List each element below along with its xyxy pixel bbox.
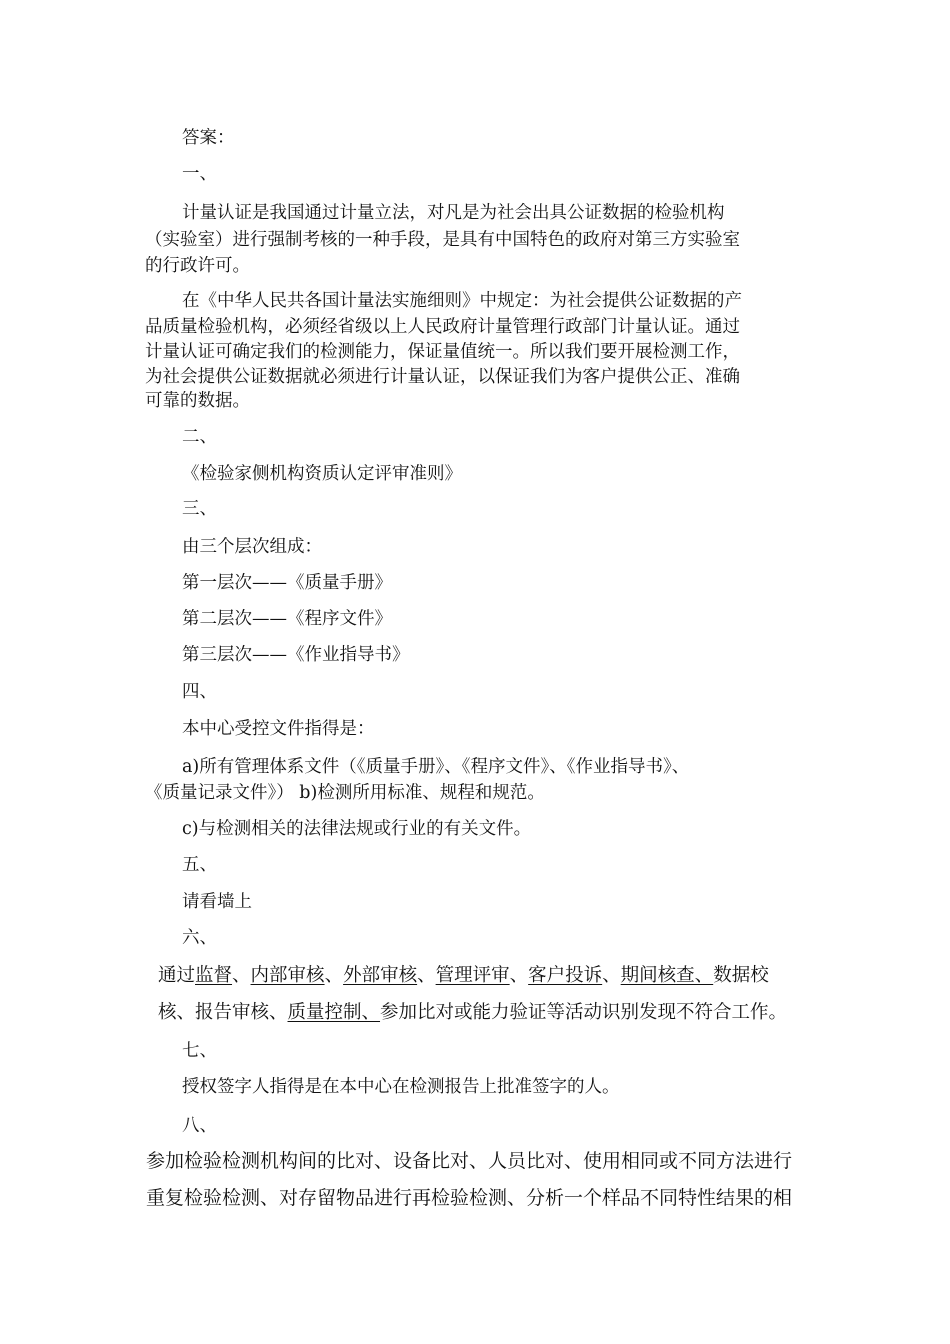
section-4-intro: 本中心受控文件指得是： — [182, 719, 375, 739]
underlined-term: 管理评审 — [435, 965, 510, 986]
section-3-level: 第二层次——《程序文件》 — [182, 609, 392, 629]
section-1-para-1-line: 计量认证是我国通过计量立法，对凡是为社会出具公证数据的检验机构 — [182, 203, 725, 223]
text-run: 参加比对或能力验证等活动识别发现不符合工作。 — [380, 1002, 788, 1023]
text-run: 、 — [324, 965, 344, 986]
section-4-item-c: c)与检测相关的法律法规或行业的有关文件。 — [182, 819, 532, 839]
section-8-number: 八、 — [182, 1116, 217, 1136]
underlined-term: 客户投诉 — [528, 965, 603, 986]
section-5-number: 五、 — [182, 855, 217, 875]
section-7-text: 授权签字人指得是在本中心在检测报告上批准签字的人。 — [182, 1077, 620, 1097]
section-3-intro: 由三个层次组成： — [182, 537, 322, 557]
section-4-item-a-line: 《质量记录文件》） b)检测所用标准、规程和规范。 — [145, 783, 545, 803]
answer-heading: 答案： — [182, 128, 235, 148]
underlined-term: 期间核查、 — [620, 965, 714, 986]
section-8-line: 重复检验检测、对存留物品进行再检验检测、分析一个样品不同特性结果的相 — [146, 1187, 793, 1209]
section-4-number: 四、 — [182, 682, 217, 702]
underlined-term: 外部审核 — [343, 965, 418, 986]
section-3-number: 三、 — [182, 499, 217, 519]
text-run: 、 — [602, 965, 621, 986]
text-run: 核、报告审核、 — [158, 1002, 288, 1023]
section-1-number: 一、 — [182, 164, 217, 184]
underlined-term: 内部审核 — [250, 965, 325, 986]
text-run: 数据校 — [713, 965, 769, 986]
section-8-line: 参加检验检测机构间的比对、设备比对、人员比对、使用相同或不同方法进行 — [146, 1150, 793, 1172]
section-1-para-2-line: 在《中华人民共各国计量法实施细则》中规定：为社会提供公证数据的产 — [182, 291, 742, 311]
section-4-item-a-line: a)所有管理体系文件（《质量手册》、《程序文件》、《作业指导书》、 — [182, 757, 690, 777]
section-1-para-1-line: （实验室）进行强制考核的一种手段，是具有中国特色的政府对第三方实验室 — [145, 230, 740, 250]
section-2-text: 《检验家侧机构资质认定评审准则》 — [182, 464, 462, 484]
underlined-term: 监督 — [195, 965, 233, 986]
section-7-number: 七、 — [182, 1041, 217, 1061]
section-3-level: 第一层次——《质量手册》 — [182, 573, 392, 593]
section-1-para-2-line: 为社会提供公证数据就必须进行计量认证，以保证我们为客户提供公正、准确 — [145, 367, 740, 387]
text-run: 、 — [509, 965, 529, 986]
section-2-number: 二、 — [182, 427, 217, 447]
text-run: 通过 — [158, 965, 196, 986]
section-1-para-2-line: 计量认证可确定我们的检测能力，保证量值统一。所以我们要开展检测工作， — [145, 342, 740, 362]
section-6-line-2 — [158, 1001, 787, 1025]
section-6-number: 六、 — [182, 928, 217, 948]
section-3-level: 第三层次——《作业指导书》 — [182, 645, 410, 665]
text-run: 、 — [232, 965, 251, 986]
section-1-para-1-line: 的行政许可。 — [145, 256, 250, 276]
underlined-term: 质量控制、 — [287, 1002, 381, 1023]
section-5-text: 请看墙上 — [182, 892, 252, 912]
section-1-para-2-line: 可靠的数据。 — [145, 391, 250, 411]
section-1-para-2-line: 品质量检验机构，必须经省级以上人民政府计量管理行政部门计量认证。通过 — [145, 317, 740, 337]
text-run: 、 — [417, 965, 436, 986]
section-6-line-1 — [158, 964, 769, 988]
